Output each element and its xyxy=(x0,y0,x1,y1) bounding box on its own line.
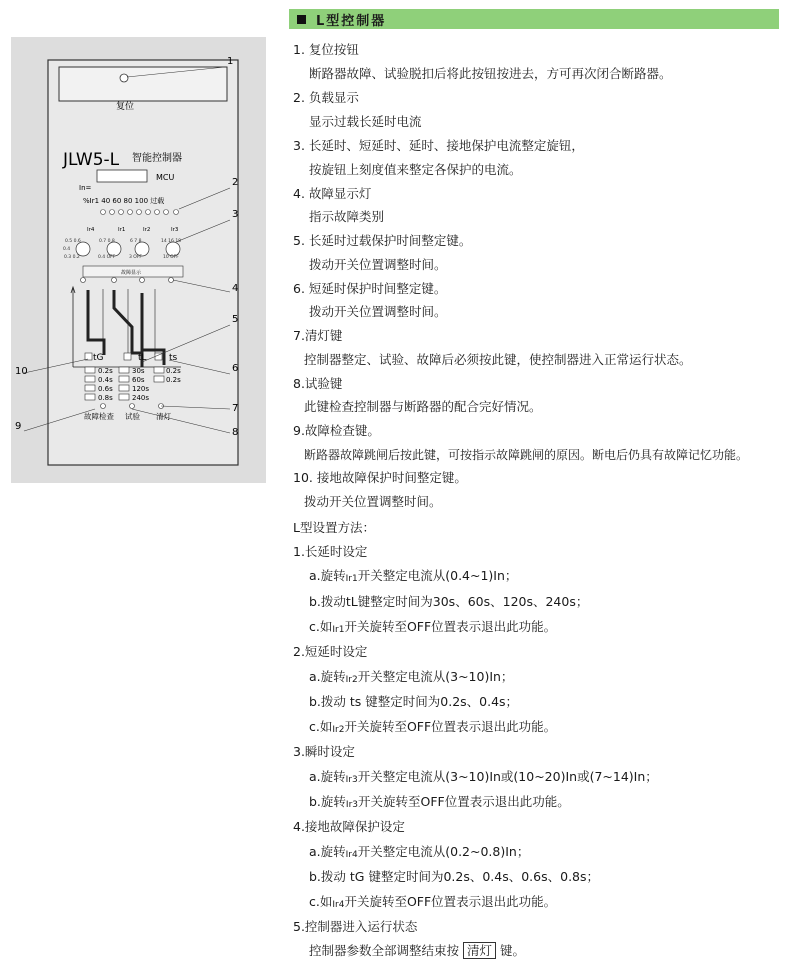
item-8-title: 8.试验键 xyxy=(293,376,343,391)
setup-s2: 2.短延时设定 xyxy=(293,644,368,659)
controller-panel-svg xyxy=(11,37,266,483)
mcu-label: MCU xyxy=(156,173,175,182)
knob-label-ir3: Ir3 xyxy=(171,227,179,233)
g-time-3: 0.8s xyxy=(98,394,113,402)
setup-s5: 5.控制器进入运行状态 xyxy=(293,919,418,934)
knob-ir2 xyxy=(135,242,149,256)
setup-title: L型设置方法： xyxy=(293,520,375,535)
item-9-desc: 断路器故障跳闸后按此键，可按指示故障跳闸的原因。断电后仍具有故障记忆功能。 xyxy=(304,448,749,462)
s-time-0: 0.2s xyxy=(166,367,181,375)
model-subtitle: 智能控制器 xyxy=(132,153,182,164)
callout-9: 9 xyxy=(15,421,22,432)
knob-ir1 xyxy=(107,242,121,256)
bottom-label-fault-check: 故障检查 xyxy=(84,412,114,421)
g-time-2: 0.6s xyxy=(98,385,113,393)
reset-label: 复位 xyxy=(116,102,135,112)
setup-s4: 4.接地故障保护设定 xyxy=(293,819,405,834)
item-4-desc: 指示故障类别 xyxy=(309,209,385,224)
svg-text:14 16 18: 14 16 18 xyxy=(161,239,182,244)
knob-ir4 xyxy=(76,242,90,256)
item-1-desc: 断路器故障、试验脱扣后将此按钮按进去，方可再次闭合断路器。 xyxy=(309,66,672,81)
svg-text:10 OFF: 10 OFF xyxy=(163,255,179,260)
svg-text:0.3 0.2: 0.3 0.2 xyxy=(64,255,80,260)
model-name: JLW5-L xyxy=(63,150,120,170)
svg-text:0.7 0.8: 0.7 0.8 xyxy=(99,239,115,244)
g-time-0: 0.2s xyxy=(98,367,113,375)
test-button-icon xyxy=(130,404,135,409)
fault-check-button-icon xyxy=(101,404,106,409)
section-title: L型控制器 xyxy=(316,13,387,29)
setup-s4c: c.如Ir4开关旋转至OFF位置表示退出此功能。 xyxy=(309,894,557,910)
item-1-title: 1. 复位按钮 xyxy=(293,42,359,57)
item-8-desc: 此键检查控制器与断路器的配合完好情况。 xyxy=(304,399,542,414)
setup-s1b: b.拨动tL键整定时间为30s、60s、120s、240s； xyxy=(309,594,589,609)
setup-s2c: c.如Ir2开关旋转至OFF位置表示退出此功能。 xyxy=(309,719,557,735)
l-time-0: 30s xyxy=(132,367,145,375)
setup-s1c: c.如Ir1开关旋转至OFF位置表示退出此功能。 xyxy=(309,619,557,635)
clear-light-key: 清灯 xyxy=(463,942,496,959)
knob-ir3 xyxy=(166,242,180,256)
l-time-3: 240s xyxy=(132,394,150,402)
item-5-title: 5. 长延时过载保护时间整定键。 xyxy=(293,233,472,248)
setup-s1a: a.旋转Ir1开关整定电流从(0.4~1)In； xyxy=(309,568,518,584)
item-4-title: 4. 故障显示灯 xyxy=(293,186,372,201)
reset-button-icon xyxy=(120,74,128,82)
item-5-desc: 拨动开关位置调整时间。 xyxy=(309,257,447,272)
section-header xyxy=(289,9,779,29)
item-10-title: 10. 接地故障保护时间整定键。 xyxy=(293,470,467,485)
setup-s2b: b.拨动 ts 键整定时间为0.2s、0.4s； xyxy=(309,694,519,709)
item-2-title: 2. 负载显示 xyxy=(293,90,359,105)
col-header-ts: ts xyxy=(169,353,178,363)
col-header-tl: tL xyxy=(138,353,147,363)
l-time-1: 60s xyxy=(132,376,145,384)
svg-text:0.4 OFF: 0.4 OFF xyxy=(98,255,116,260)
l-time-2: 120s xyxy=(132,385,150,393)
knob-label-ir1: Ir1 xyxy=(118,227,126,233)
panel-outer-frame xyxy=(48,60,238,465)
col-header-tg: tG xyxy=(93,353,104,363)
item-9-title: 9.故障检查键。 xyxy=(293,423,380,438)
item-2-desc: 显示过载长延时电流 xyxy=(309,114,422,129)
callout-3: 3 xyxy=(232,209,239,220)
svg-text:0.5 0.6: 0.5 0.6 xyxy=(65,239,81,244)
callout-7: 7 xyxy=(232,403,239,414)
current-display xyxy=(97,170,147,182)
svg-text:3 OFF: 3 OFF xyxy=(129,255,143,260)
setup-s3b: b.旋转Ir3开关旋转至OFF位置表示退出此功能。 xyxy=(309,794,570,810)
svg-text:0.4: 0.4 xyxy=(63,247,71,252)
g-time-1: 0.4s xyxy=(98,376,113,384)
bottom-label-test: 试验 xyxy=(125,412,140,421)
setup-s3a: a.旋转Ir3开关整定电流从(3~10)In或(10~20)In或(7~14)In； xyxy=(309,769,658,785)
svg-text:6 7 8: 6 7 8 xyxy=(130,239,142,244)
s-time-1: 0.2s xyxy=(166,376,181,384)
callout-8: 8 xyxy=(232,427,239,438)
callout-6: 6 xyxy=(232,363,239,374)
callout-1: 1 xyxy=(227,56,234,67)
callout-2: 2 xyxy=(232,177,239,188)
setup-s4b: b.拨动 tG 键整定时间为0.2s、0.4s、0.6s、0.8s； xyxy=(309,869,600,884)
fault-display-label: 故障显示 xyxy=(121,270,142,276)
setup-s1: 1.长延时设定 xyxy=(293,544,368,559)
item-6-desc: 拨动开关位置调整时间。 xyxy=(309,304,447,319)
item-3-title: 3. 长延时、短延时、延时、接地保护电流整定旋钮， xyxy=(293,138,584,153)
callout-5: 5 xyxy=(232,314,239,325)
callout-10: 10 xyxy=(15,366,28,377)
percent-row: %Ir1 40 60 80 100 过载 xyxy=(83,197,165,205)
item-6-title: 6. 短延时保护时间整定键。 xyxy=(293,281,447,296)
item-10-desc: 拨动开关位置调整时间。 xyxy=(304,494,442,509)
callout-4: 4 xyxy=(232,283,239,294)
item-7-title: 7.清灯键 xyxy=(293,328,343,343)
setup-s3: 3.瞬时设定 xyxy=(293,744,355,759)
load-leds xyxy=(101,210,179,215)
knob-label-ir2: Ir2 xyxy=(143,227,151,233)
bottom-label-clear: 清灯 xyxy=(156,412,171,421)
controller-diagram xyxy=(11,37,266,483)
square-bullet-icon xyxy=(297,15,306,24)
item-3-desc: 按旋钮上刻度值来整定各保护的电流。 xyxy=(309,162,522,177)
knob-label-ir4: Ir4 xyxy=(87,227,95,233)
setup-s5a: 控制器参数全部调整结束按 清灯 键。 xyxy=(309,943,525,958)
reset-box xyxy=(59,67,227,101)
item-7-desc: 控制器整定、试验、故障后必须按此键，使控制器进入正常运行状态。 xyxy=(304,352,692,367)
setup-s4a: a.旋转Ir4开关整定电流从(0.2~0.8)In； xyxy=(309,844,530,860)
setup-s2a: a.旋转Ir2开关整定电流从(3~10)In； xyxy=(309,669,514,685)
in-label: In= xyxy=(79,184,92,192)
